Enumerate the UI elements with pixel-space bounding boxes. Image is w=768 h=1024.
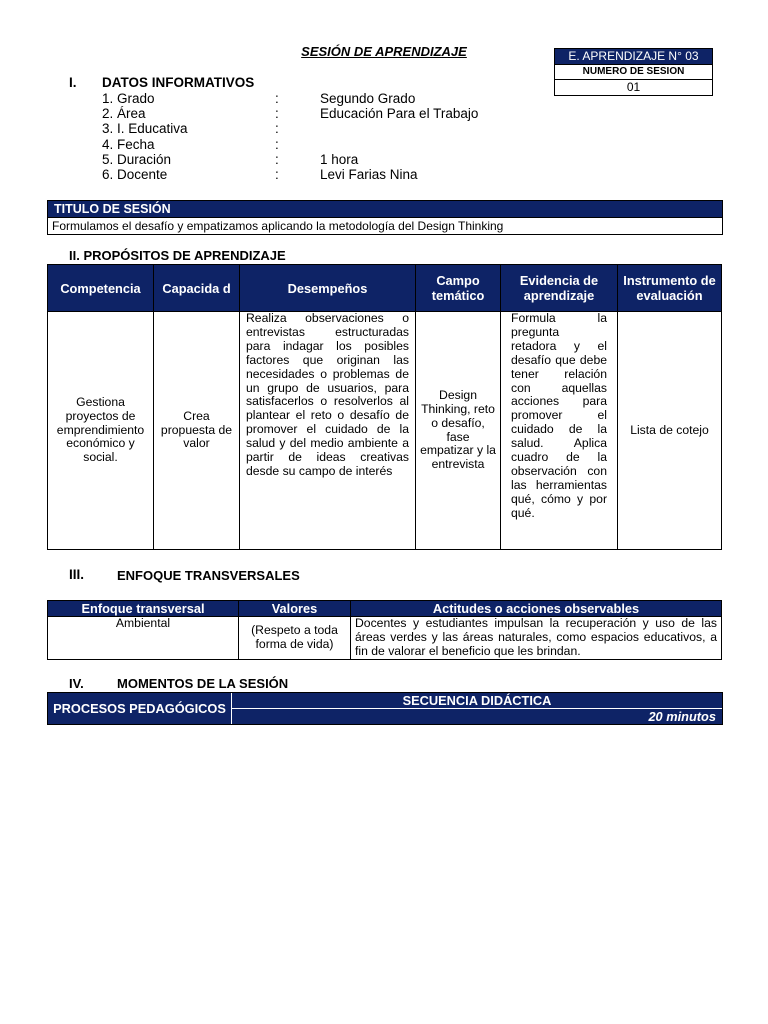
section-num-i: I. [69, 75, 77, 90]
propositos-heading: II. PROPÓSITOS DE APRENDIZAJE [69, 248, 286, 263]
enfoque-table [47, 600, 722, 660]
session-sub-label: NUMERO DE SESION [555, 64, 712, 79]
col-header-desempenos: Desempeños [240, 265, 416, 312]
cell-capacidad: Crea propuesta de valor [154, 312, 240, 550]
secuencia-header: SECUENCIA DIDÁCTICA [232, 693, 722, 709]
document-title: SESIÓN DE APRENDIZAJE [301, 44, 467, 59]
col-header-capacidad: Capacida d [154, 265, 240, 312]
col-header-valores: Valores [239, 601, 351, 617]
momentos-heading: MOMENTOS DE LA SESIÓN [117, 676, 289, 691]
col-header-competencia: Competencia [48, 265, 154, 312]
cell-instrumento: Lista de cotejo [618, 312, 722, 550]
col-header-enfoque: Enfoque transversal [48, 601, 239, 617]
session-box [554, 48, 713, 96]
time-label: 20 minutos [648, 709, 716, 724]
datos-colon: : [275, 106, 279, 121]
session-title-box [47, 200, 723, 235]
session-label: E. APRENDIZAJE N° 03 [555, 49, 712, 64]
session-title-value: Formulamos el desafío y empatizamos aplicando la metodología del Design Thinking [48, 217, 722, 234]
datos-colon: : [275, 152, 279, 167]
cell-campo: Design Thinking, reto o desafío, fase empatizar y la entrevista [416, 312, 501, 550]
datos-value: Levi Farias Nina [320, 167, 418, 182]
cell-actitudes: Docentes y estudiantes impulsan la recuperación y uso de las áreas verdes y las áreas naturales, como espacios educativos, a fin de valorar el beneficio que les brindan. [351, 617, 722, 660]
procesos-header: PROCESOS PEDAGÓGICOS [48, 693, 232, 724]
session-title-heading: TITULO DE SESIÓN [48, 201, 722, 217]
propositos-table [47, 264, 722, 550]
col-header-actitudes: Actitudes o acciones observables [351, 601, 722, 617]
datos-label: 3. I. Educativa [102, 121, 188, 136]
datos-colon: : [275, 121, 279, 136]
datos-colon: : [275, 137, 279, 152]
datos-label: 4. Fecha [102, 137, 155, 152]
datos-value: Segundo Grado [320, 91, 416, 106]
cell-evidencia: Formula la pregunta retadora y el desafío que debe tener relación con aquellas acciones para promover el cuidado de la salud. Aplica cuadro de la observación con las herramientas qué, cómo y por qué. [501, 312, 618, 550]
col-header-campo: Campo temático [416, 265, 501, 312]
datos-value: 1 hora [320, 152, 359, 167]
datos-colon: : [275, 167, 279, 182]
section-num-iv: IV. [69, 676, 84, 691]
datos-label: 6. Docente [102, 167, 168, 182]
cell-competencia: Gestiona proyectos de emprendimiento económico y social. [48, 312, 154, 550]
datos-colon: : [275, 91, 279, 106]
cell-desempenos: Realiza observaciones o entrevistas estructuradas para indagar los posibles factores que originan las necesidades o problemas de un grupo de usuarios, para satisfacerlos o resolverlos al plantear el reto o desafío de promover el cuidado de la salud y del medio ambiente a partir de ideas creativas desde su campo de interés [240, 312, 416, 550]
col-header-instrumento: Instrumento de evaluación [618, 265, 722, 312]
datos-value: Educación Para el Trabajo [320, 106, 479, 121]
enfoque-heading: ENFOQUE TRANSVERSALES [117, 568, 300, 583]
session-number: 01 [555, 79, 712, 95]
datos-heading: DATOS INFORMATIVOS [102, 75, 255, 90]
cell-enfoque: Ambiental [48, 617, 239, 660]
col-header-evidencia: Evidencia de aprendizaje [501, 265, 618, 312]
section-num-iii: III. [69, 567, 85, 582]
datos-label: 1. Grado [102, 91, 155, 106]
cell-valores: (Respeto a toda forma de vida) [239, 617, 351, 660]
momentos-header [47, 692, 723, 725]
datos-label: 5. Duración [102, 152, 172, 167]
datos-label: 2. Área [102, 106, 146, 121]
